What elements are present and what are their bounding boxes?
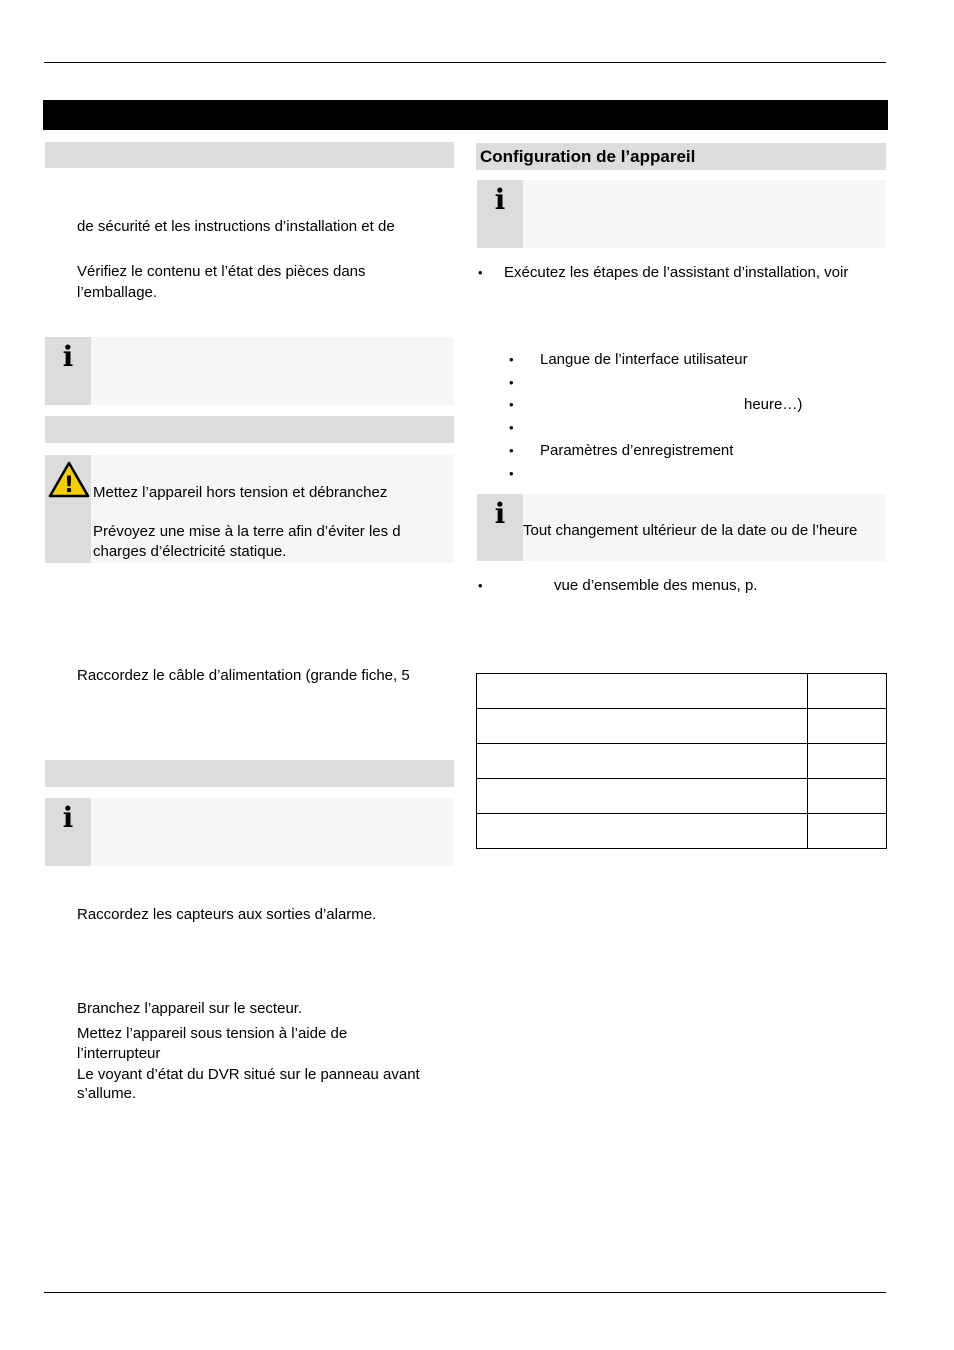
- info-note-4: [477, 494, 886, 561]
- status-led-text-2: s’allume.: [77, 1085, 137, 1102]
- bullet-marker: •: [478, 265, 483, 280]
- info-icon: i: [494, 497, 506, 530]
- left-section-header-2: [45, 416, 454, 443]
- table-row: [477, 709, 887, 744]
- info-icon: i: [494, 183, 506, 216]
- warning-note: [45, 455, 454, 563]
- date-time-note-text: Tout changement ultérieur de la date ou de l’heure: [523, 522, 858, 539]
- table-row: [477, 779, 887, 814]
- sublist-bullet: •: [509, 420, 514, 435]
- svg-text:!: !: [63, 473, 75, 498]
- power-on-text-2: l’interrupteur: [77, 1045, 161, 1062]
- bullet-marker: •: [478, 578, 483, 593]
- sublist-bullet: •: [509, 466, 514, 481]
- warning-text-2: Prévoyez une mise à la terre afin d’éviter les d: [93, 523, 401, 540]
- power-cable-text: Raccordez le câble d’alimentation (grande fiche, 5: [77, 667, 410, 684]
- info-icon: i: [62, 340, 74, 373]
- warning-text-1: Mettez l’appareil hors tension et débranchez: [93, 484, 388, 501]
- check-contents-text: Vérifiez le contenu et l’état des pièces dans: [77, 263, 366, 280]
- safety-instructions-text: de sécurité et les instructions d’installation et de: [77, 218, 395, 235]
- sensors-text: Raccordez les capteurs aux sorties d’alarme.: [77, 906, 377, 923]
- sublist-item-recording: Paramètres d’enregistrement: [540, 442, 734, 459]
- status-led-text: Le voyant d’état du DVR situé sur le panneau avant: [77, 1066, 420, 1083]
- sublist-item-time: heure…): [744, 396, 803, 413]
- left-section-header-1: [45, 142, 454, 168]
- sublist-bullet: •: [509, 443, 514, 458]
- check-contents-text-2: l’emballage.: [77, 284, 158, 301]
- warning-triangle-icon: [47, 460, 91, 500]
- plug-in-text: Branchez l’appareil sur le secteur.: [77, 1000, 303, 1017]
- menu-overview-text: vue d’ensemble des menus, p.: [554, 577, 758, 594]
- chapter-title-bar: [43, 100, 888, 130]
- sublist-bullet: •: [509, 375, 514, 390]
- info-note-1: [45, 337, 454, 405]
- device-configuration-header: [476, 143, 886, 170]
- sublist-bullet: •: [509, 352, 514, 367]
- power-on-text: Mettez l’appareil sous tension à l’aide de: [77, 1025, 348, 1042]
- table-row: [477, 814, 887, 849]
- top-rule: [44, 62, 886, 63]
- sublist-bullet: •: [509, 397, 514, 412]
- warning-text-3: charges d’électricité statique.: [93, 543, 287, 560]
- info-icon: i: [62, 801, 74, 834]
- table-row: [477, 674, 887, 709]
- bottom-rule: [44, 1292, 886, 1293]
- section-title: Configuration de l’appareil: [480, 147, 696, 166]
- wizard-step-text: Exécutez les étapes de l’assistant d’installation, voir: [504, 264, 849, 281]
- info-note-2: [45, 798, 454, 866]
- table-row: [477, 744, 887, 779]
- info-note-3: [477, 180, 886, 248]
- left-section-header-3: [45, 760, 454, 787]
- sublist-item-language: Langue de l’interface utilisateur: [540, 351, 748, 368]
- empty-table: [476, 673, 887, 849]
